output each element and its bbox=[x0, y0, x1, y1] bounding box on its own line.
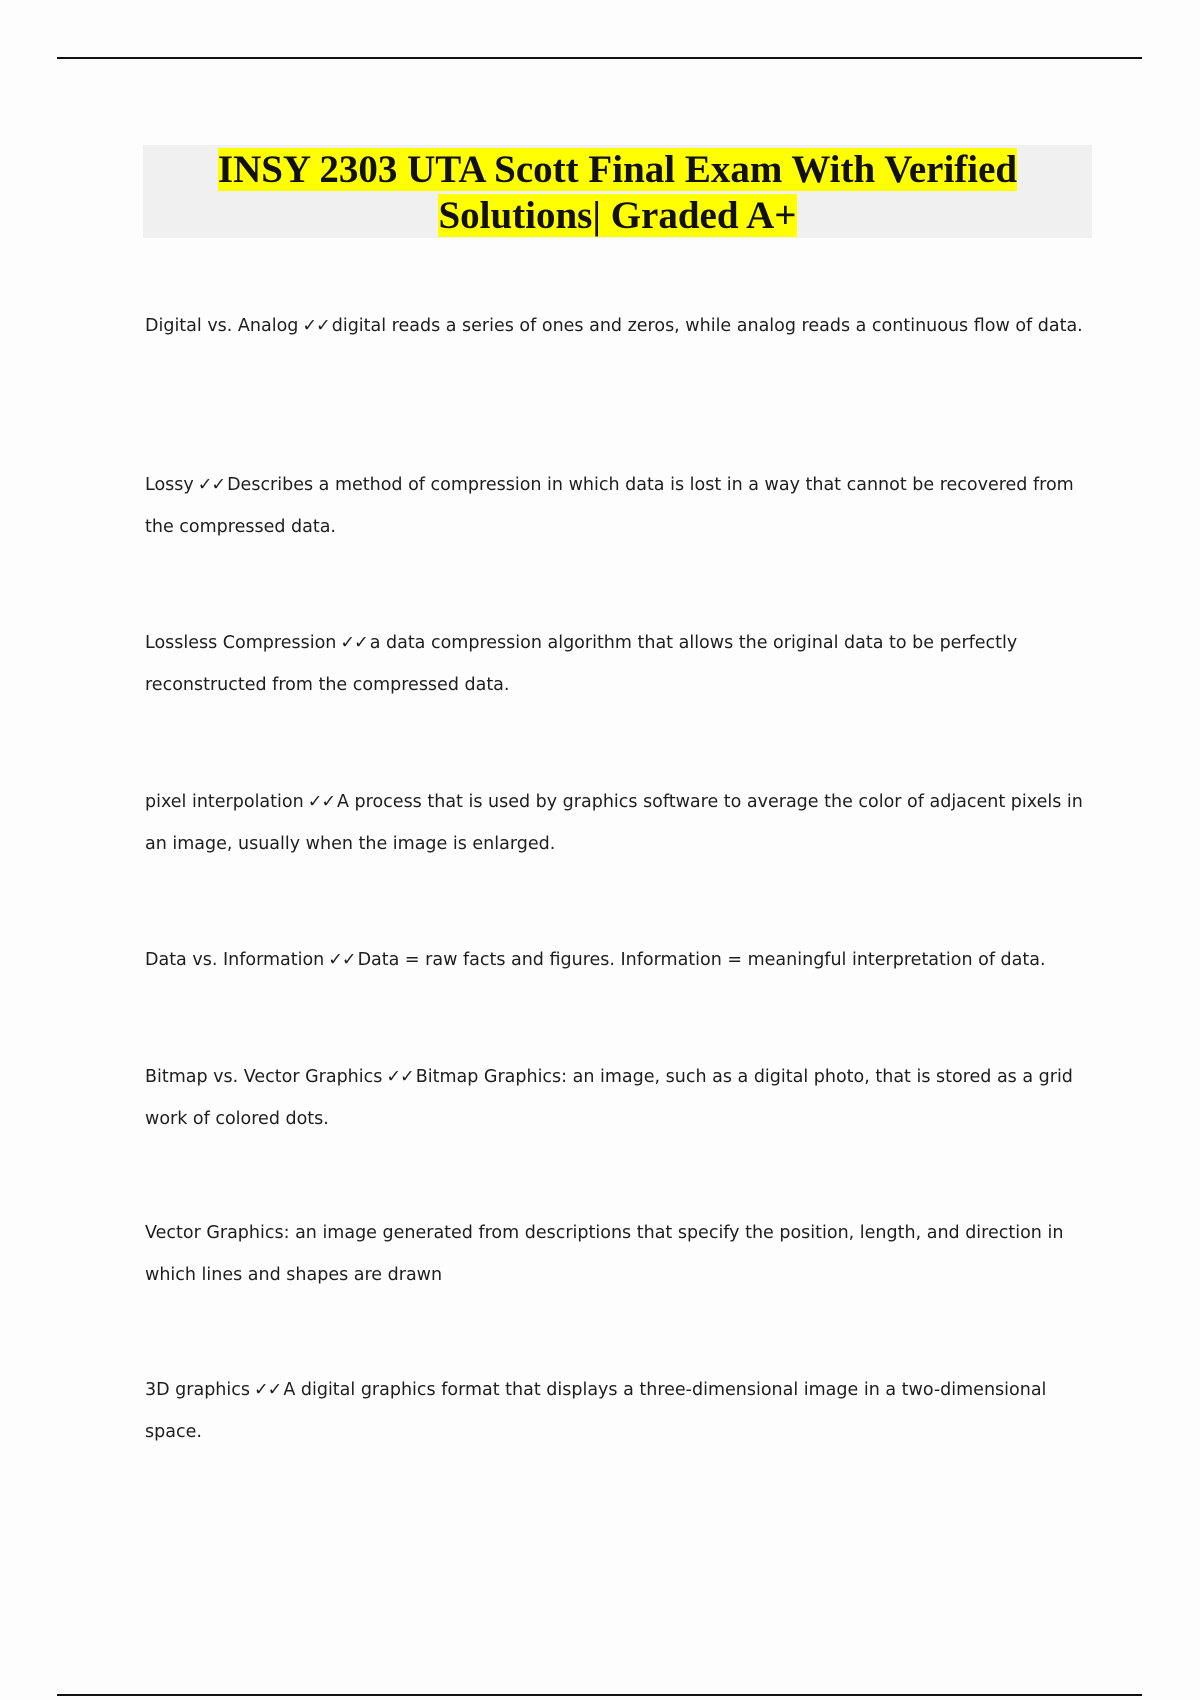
entry-term: pixel interpolation bbox=[145, 792, 304, 812]
qa-entry-vector-graphics bbox=[145, 1212, 1095, 1296]
qa-entry-lossy bbox=[145, 464, 1095, 548]
entry-term: Digital vs. Analog bbox=[145, 316, 299, 336]
entry-term: Data vs. Information bbox=[145, 950, 325, 970]
qa-entry-pixel-interpolation bbox=[145, 781, 1095, 865]
entry-definition: digital reads a series of ones and zeros, while analog reads a continuous flow of data. bbox=[331, 316, 1083, 336]
entry-definition: Describes a method of compression in which data is lost in a way that cannot be recovered from the compressed data. bbox=[145, 475, 1074, 537]
entry-term: 3D graphics bbox=[145, 1380, 250, 1400]
qa-entry-data-vs-information bbox=[145, 939, 1095, 981]
double-check-icon: ✓✓ bbox=[307, 792, 336, 812]
double-check-icon: ✓✓ bbox=[254, 1380, 282, 1400]
double-check-icon: ✓✓ bbox=[328, 950, 356, 970]
entry-definition: A process that is used by graphics software to average the color of adjacent pixels in an image, usually when the image is enlarged. bbox=[145, 792, 1083, 854]
qa-entry-digital-vs-analog bbox=[145, 305, 1095, 347]
double-check-icon: ✓✓ bbox=[386, 1067, 414, 1087]
qa-entry-3d-graphics bbox=[145, 1369, 1095, 1453]
double-check-icon: ✓✓ bbox=[340, 633, 368, 653]
double-check-icon: ✓✓ bbox=[197, 475, 226, 495]
entry-definition: Bitmap Graphics: an image, such as a digital photo, that is stored as a grid work of colored dots. bbox=[145, 1067, 1073, 1129]
entry-term: Bitmap vs. Vector Graphics bbox=[145, 1067, 383, 1087]
qa-entry-bitmap-vs-vector bbox=[145, 1056, 1095, 1140]
double-check-icon: ✓✓ bbox=[302, 316, 330, 336]
document-title-text: INSY 2303 UTA Scott Final Exam With Verified Solutions| Graded A+ bbox=[217, 148, 1018, 237]
document-title bbox=[188, 147, 1048, 239]
bottom-rule bbox=[57, 1694, 1142, 1696]
top-rule bbox=[57, 57, 1142, 59]
entry-term: Lossless Compression bbox=[145, 633, 337, 653]
qa-entry-lossless-compression bbox=[145, 622, 1095, 706]
entry-definition: Data = raw facts and figures. Information = meaningful interpretation of data. bbox=[357, 950, 1046, 970]
entry-term: Lossy bbox=[145, 475, 194, 495]
entry-definition: A digital graphics format that displays a three-dimensional image in a two-dimensional space. bbox=[145, 1380, 1047, 1442]
title-band bbox=[143, 145, 1092, 238]
entry-definition: a data compression algorithm that allows the original data to be perfectly reconstructed from the compressed data. bbox=[145, 633, 1018, 695]
entry-text: Vector Graphics: an image generated from descriptions that specify the position, length, and direction in which lines and shapes are drawn bbox=[145, 1223, 1064, 1285]
